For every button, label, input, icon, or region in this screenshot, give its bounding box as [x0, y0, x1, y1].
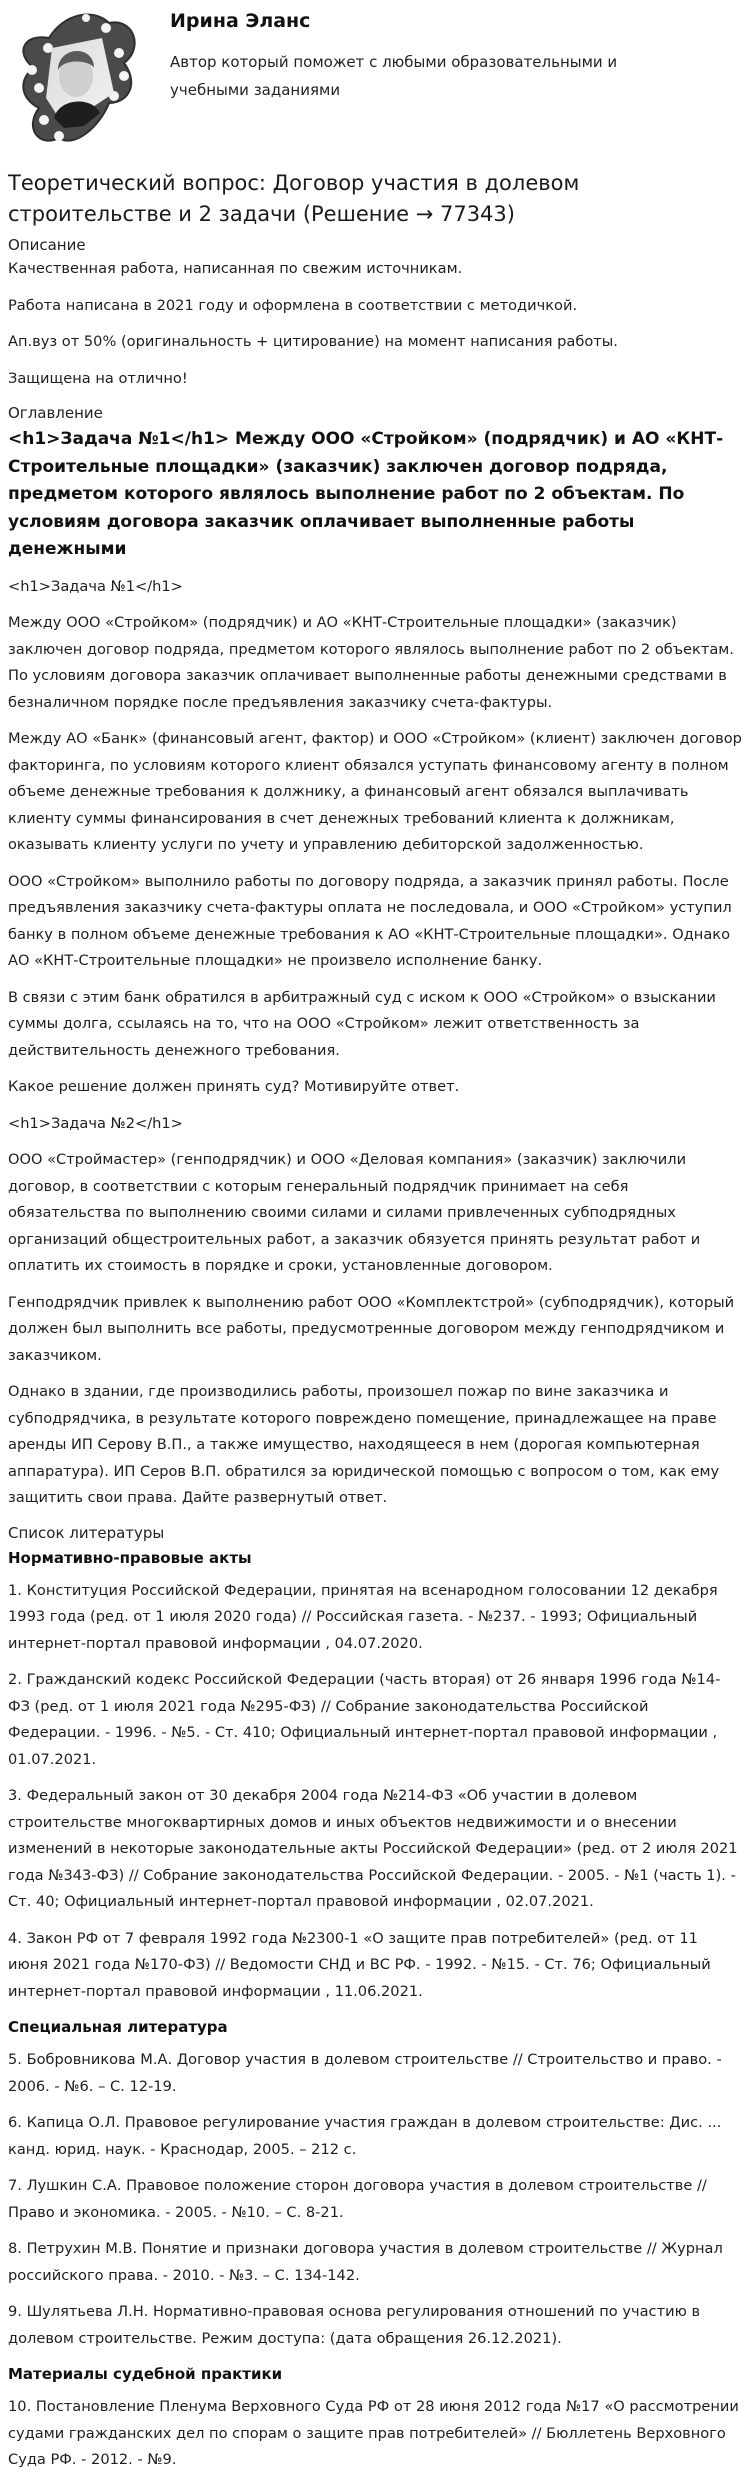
bibliography-item: 5. Бобровникова М.А. Договор участия в долевом строительстве // Строительство и право. - 2006. - №6. – С. 12-19.: [8, 2051, 722, 2095]
description-section: [8, 234, 742, 392]
description-paragraph: Работа написана в 2021 году и оформлена в соответствии с методичкой.: [8, 296, 578, 314]
bibliography-section-title: Нормативно-правовые акты: [8, 1548, 252, 1567]
task1-paragraph: В связи с этим банк обратился в арбитражный суд с иском к ООО «Стройком» о взыскании суммы долга, ссылаясь на то, что на ООО «Стройком» лежит ответственность за действительность денежного требования.: [8, 988, 716, 1059]
task1-paragraph: Между ООО «Стройком» (подрядчик) и АО «КНТ-Строительные площадки» (заказчик) заключен договор подряда, предметом которого являлось выполнение работ по 2 объектам. По условиям договора заказчик оплачивает выполненные работы денежными средствами в безналичном порядке после предъявления заказчику счета-фактуры.: [8, 614, 734, 711]
task1-heading: <h1>Задача №1</h1>: [8, 577, 183, 595]
task1-question: Какое решение должен принять суд? Мотивируйте ответ.: [8, 1078, 460, 1095]
bibliography-item: 6. Капица О.Л. Правовое регулирование участия граждан в долевом строительстве: Дис. ... канд. юрид. наук. - Краснодар, 2005. – 212 с.: [8, 2114, 722, 2158]
task1-paragraph: Между АО «Банк» (финансовый агент, фактор) и ООО «Стройком» (клиент) заключен договор факторинга, по условиям которого клиент обязался уступать финансовому агенту в полном объеме денежные требования к должнику, а финансовый агент обязался выплачивать клиенту суммы финансирования в счет денежных требований клиента к должникам, оказывать клиенту услуги по учету и управлению дебиторской задолженностью.: [8, 730, 742, 853]
bibliography-item: 7. Лушкин С.А. Правовое положение сторон договора участия в долевом строительстве // Право и экономика. - 2005. - №10. – С. 8-21.: [8, 2177, 707, 2221]
toc-heading: <h1>Задача №1</h1> Между ООО «Стройком» (подрядчик) и АО «КНТ-Строительные площадки» (заказчик) заключен договор подряда, предметом которого являлось выполнение работ по 2 объектам. По условиям договора заказчик оплачивает выполненные работы денежными: [8, 429, 724, 559]
bibliography-item: 8. Петрухин М.В. Понятие и признаки договора участия в долевом строительстве // Журнал российского права. - 2010. - №3. – С. 134-142.: [8, 2240, 723, 2284]
bibliography-item: 3. Федеральный закон от 30 декабря 2004 года №214-ФЗ «Об участии в долевом строительстве многоквартирных домов и иных объектов недвижимости и о внесении изменений в некоторые законодательные акты Российской Федерации» (ред. от 2 июля 2021 года №343-ФЗ) // Собрание законодательства Российской Федерации. - 2005. - №1 (часть 1). - Ст. 40; Официальный интернет-портал правовой информации , 02.07.2021.: [8, 1787, 738, 1910]
bibliography-section-title: Материалы судебной практики: [8, 2365, 283, 2383]
author-avatar-icon[interactable]: [14, 8, 142, 158]
task2-paragraph: Однако в здании, где производились работы, произошел пожар по вине заказчика и субподрядчика, в результате которого повреждено помещение, принадлежащее на праве аренды ИП Серову В.П., а также имущество, находящееся в нем (дорогая компьютерная аппаратура). ИП Серов В.П. обратился за юридической помощью с вопросом о том, как ему защитить свои права. Дайте развернутый ответ.: [8, 1383, 720, 1506]
bibliography-item: 1. Конституция Российской Федерации, принятая на всенародном голосовании 12 декабря 1993 года (ред. от 1 июля 2020 года) // Российская газета. - №237. - 1993; Официальный интернет-портал правовой информации , 04.07.2020.: [8, 1581, 718, 1652]
author-header: [8, 0, 742, 165]
description-paragraph: Ап.вуз от 50% (оригинальность + цитирование) на момент написания работы.: [8, 333, 618, 350]
task2-heading: <h1>Задача №2</h1>: [8, 1114, 183, 1132]
bibliography-item: 2. Гражданский кодекс Российской Федерации (часть вторая) от 26 января 1996 года №14-ФЗ (ред. от 1 июля 2021 года №295-ФЗ) // Собрание законодательства Российской Федерации. - 1996. - №5. - Ст. 410; Официальный интернет-портал правовой информации , 01.07.2021.: [8, 1671, 721, 1768]
task1-paragraph: ООО «Стройком» выполнило работы по договору подряда, а заказчик принял работы. После предъявления заказчику счета-фактуры оплата не последовала, и ООО «Стройком» уступил банку в полном объеме денежные требования к АО «КНТ-Строительные площадки». Однако АО «КНТ-Строительные площадки» не произвело исполнение банку.: [8, 872, 732, 969]
bibliography-item: 9. Шулятьева Л.Н. Нормативно-правовая основа регулирования отношений по участию в долевом строительстве. Режим доступа: (дата обращения 26.12.2021).: [8, 2303, 701, 2347]
toc-label: Оглавление: [8, 404, 103, 422]
bibliography-label: Список литературы: [8, 1523, 165, 1542]
task2-paragraph: ООО «Строймастер» (генподрядчик) и ООО «Деловая компания» (заказчик) заключили договор, в соответствии с которым генеральный подрядчик принимает на себя обязательства по выполнению своими силами и силами привлеченных субподрядных организаций общестроительных работ, а заказчик обязуется принять результат работ и оплатить их стоимость в порядке и сроки, установленные договором.: [8, 1151, 701, 1274]
bibliography-section: [8, 1522, 742, 2474]
author-description: Автор который поможет с любыми образовательными и учебными заданиями: [170, 53, 618, 99]
author-name[interactable]: Ирина Эланс: [170, 10, 311, 32]
task2-paragraph: Генподрядчик привлек к выполнению работ ООО «Комплектстрой» (субподрядчик), который должен был выполнить все работы, предусмотренные договором между генподрядчиком и заказчиком.: [8, 1293, 735, 1364]
page-title: Теоретический вопрос: Договор участия в долевом строительстве и 2 задачи (Решение → 77343): [8, 171, 580, 226]
description-paragraph: Качественная работа, написанная по свежим источникам.: [8, 260, 463, 277]
description-label: Описание: [8, 236, 86, 254]
description-paragraph: Защищена на отлично!: [8, 369, 188, 387]
bibliography-item: 10. Постановление Пленума Верховного Суда РФ от 28 июня 2012 года №17 «О рассмотрении судами гражданских дел по спорам о защите прав потребителей» // Бюллетень Верховного Суда РФ. - 2012. - №9.: [8, 2398, 739, 2468]
bibliography-item: 4. Закон РФ от 7 февраля 1992 года №2300-1 «О защите прав потребителей» (ред. от 11 июня 2021 года №170-ФЗ) // Ведомости СНД и ВС РФ. - 1992. - №15. - Ст. 76; Официальный интернет-портал правовой информации , 11.06.2021.: [8, 1929, 711, 2000]
toc-section: [8, 402, 742, 1512]
bibliography-section-title: Специальная литература: [8, 2018, 228, 2036]
